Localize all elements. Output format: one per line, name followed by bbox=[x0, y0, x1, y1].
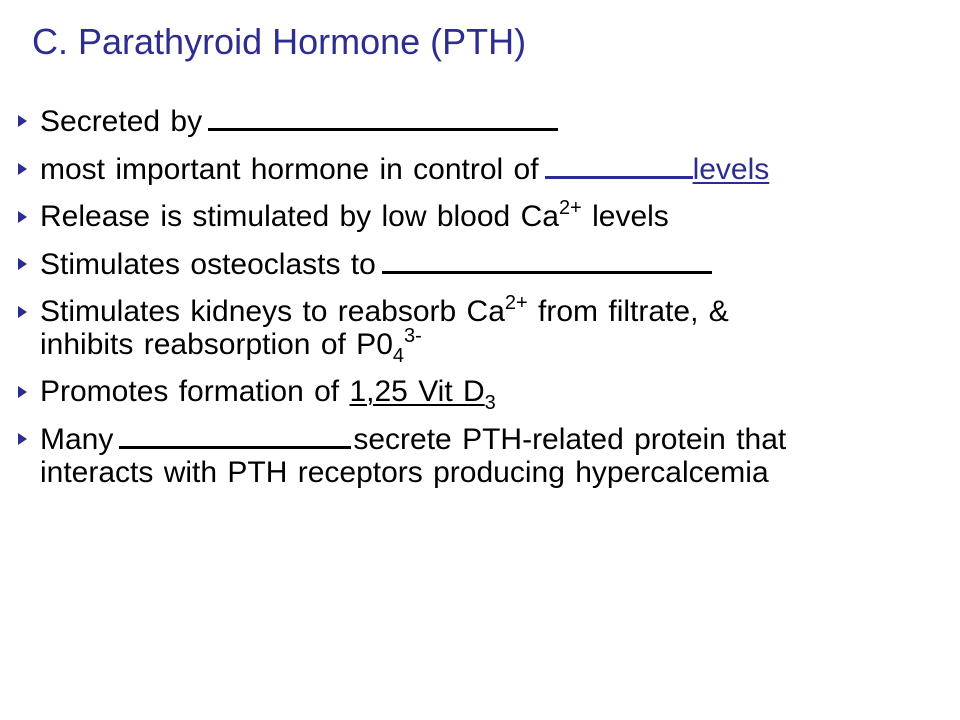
levels-text: levels bbox=[692, 153, 770, 186]
bullet-text: Secreted by bbox=[40, 105, 203, 138]
bullet-trailing-text: levels bbox=[592, 200, 669, 233]
bullet-text: Stimulates osteoclasts to bbox=[40, 248, 376, 281]
bullet-pth-related-protein bbox=[18, 422, 938, 489]
calcium-charge-superscript: 2+ bbox=[504, 292, 528, 314]
bullet-text: Many bbox=[40, 423, 114, 456]
bullet-middle-text: from filtrate, & bbox=[538, 295, 729, 328]
phosphate-subscript: 4 bbox=[392, 345, 404, 367]
vitamin-d-text: 1,25 Vit D bbox=[349, 375, 485, 408]
bullet-line2-text: inhibits reabsorption of P0 bbox=[40, 328, 393, 361]
bullet-text: Promotes formation of bbox=[40, 375, 340, 408]
vitamin-d-underlined bbox=[349, 375, 496, 414]
fill-in-blank bbox=[545, 152, 693, 179]
fill-in-blank bbox=[208, 104, 558, 131]
bullet-kidneys bbox=[18, 292, 938, 367]
bullet-secreted-by bbox=[18, 104, 938, 138]
bullet-line2-text: interacts with PTH receptors producing hypercalcemia bbox=[40, 456, 769, 489]
bullet-osteoclasts bbox=[18, 247, 938, 281]
bullet-text: most important hormone in control of bbox=[40, 153, 539, 186]
arrow-bullet-icon bbox=[18, 258, 27, 270]
arrow-bullet-icon bbox=[18, 306, 27, 318]
bullet-trailing-text: secrete PTH-related protein that bbox=[353, 423, 787, 456]
bullet-vitamin-d bbox=[18, 375, 938, 414]
slide-title: C. Parathyroid Hormone (PTH) bbox=[32, 21, 527, 62]
phosphate-charge-superscript: 3- bbox=[404, 325, 422, 347]
arrow-bullet-icon bbox=[18, 115, 27, 127]
bullet-text: Release is stimulated by low blood Ca bbox=[40, 200, 559, 233]
fill-in-blank bbox=[119, 422, 351, 449]
arrow-bullet-icon bbox=[18, 386, 27, 398]
arrow-bullet-icon bbox=[18, 163, 27, 175]
arrow-bullet-icon bbox=[18, 211, 27, 223]
bullet-list bbox=[18, 104, 938, 503]
arrow-bullet-icon bbox=[18, 433, 27, 445]
bullet-text: Stimulates kidneys to reabsorb Ca bbox=[40, 295, 505, 328]
fill-in-blank bbox=[382, 247, 712, 274]
vitamin-d-subscript: 3 bbox=[484, 392, 496, 414]
bullet-control-levels bbox=[18, 152, 938, 186]
calcium-charge-superscript: 2+ bbox=[558, 197, 582, 219]
bullet-release-stimulated bbox=[18, 197, 938, 233]
